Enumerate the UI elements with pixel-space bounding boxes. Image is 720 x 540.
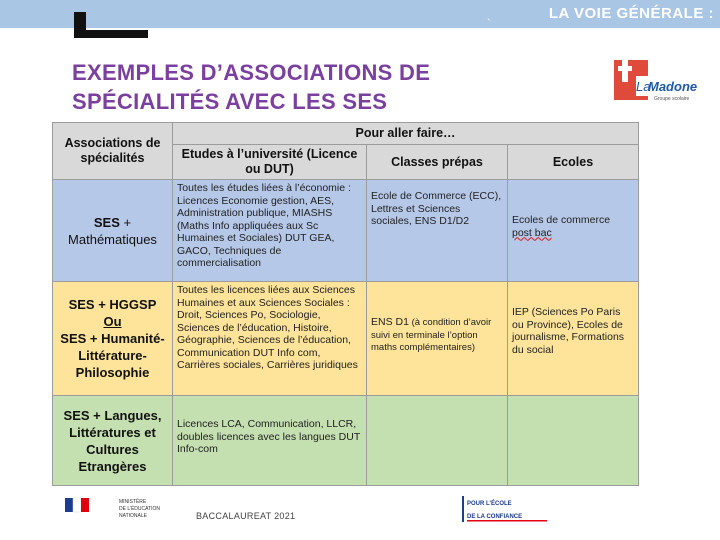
- lead-line-3: SES + Humanité-Littérature-Philosophie: [60, 331, 165, 380]
- cell-ecoles: IEP (Sciences Po Paris ou Province), Ecoles de journalisme, Formations du social: [508, 282, 639, 396]
- cell-prepas: [367, 282, 508, 396]
- col-header-associations: Associations de spécialités: [53, 123, 173, 180]
- table-row: [53, 396, 639, 486]
- cell-ecoles: [508, 180, 639, 282]
- prepas-main: ENS D1: [371, 316, 409, 328]
- lead-line-2: Ou: [103, 314, 122, 329]
- lead-rest: + Mathématiques: [68, 214, 157, 247]
- row-lead: [53, 180, 173, 282]
- logo-name: Madone: [648, 79, 698, 94]
- table-row: [53, 282, 639, 396]
- banner-mark: `: [487, 18, 491, 30]
- ecole-confiance-logo: [462, 496, 552, 524]
- footer-baccalaureat: BACCALAUREAT 2021: [196, 511, 296, 521]
- ecole-line-2: DE LA CONFIANCE: [467, 514, 523, 520]
- cell-university: Toutes les licences liées aux Sciences Humaines et aux Sciences Sociales : Droit, Sciences Po, Sociologie, Sciences de l’éducation, Histoire, Géographie, Sciences de l’éducation, Communication DUT Info com, Carrières sociales, Carrières juridiques: [173, 282, 367, 396]
- row-lead: [53, 282, 173, 396]
- cell-university: Licences LCA, Communication, LLCR, doubles licences avec les langues DUT Info-com: [173, 396, 367, 486]
- slide-title-line-1: EXEMPLES D’ASSOCIATIONS DE: [72, 60, 431, 85]
- lead-bold: SES: [93, 214, 120, 230]
- col-header-prepas: Classes prépas: [367, 145, 508, 180]
- republique-francaise-logo: [63, 494, 163, 528]
- specialities-table: [52, 122, 639, 486]
- lead-line-1: SES + HGGSP: [68, 297, 157, 312]
- prepas-note: (à condition d’avoir suivi en terminale l’option maths complémentaires): [371, 317, 492, 353]
- corner-bracket-logo: [74, 12, 148, 38]
- ecoles-line-a: Ecoles de commerce: [512, 214, 611, 226]
- ecoles-line-b: post bac: [512, 226, 552, 239]
- cell-university: Toutes les études liées à l’économie : Licences Economie gestion, AES, Administration publique, MIASHS (Maths Info appliquées aux Sc Humaines et Sociales) DUT GEA, GACO, Techniques de commercialisation: [173, 180, 367, 282]
- col-header-ecoles: Ecoles: [508, 145, 639, 180]
- ministry-line-1: MINISTÈRE: [119, 499, 147, 505]
- slide-title-line-2: SPÉCIALITÉS AVEC LES SES: [72, 89, 388, 114]
- row-lead: SES + Langues, Littératures et Cultures Etrangères: [53, 396, 173, 486]
- ministry-line-3: NATIONALE: [119, 513, 147, 519]
- col-header-university: Etudes à l’université (Licence ou DUT): [173, 145, 367, 180]
- cell-prepas: Ecole de Commerce (ECC), Lettres et Sciences sociales, ENS D1/D2: [367, 180, 508, 282]
- logo-la: La: [636, 79, 651, 94]
- ecole-line-1: POUR L’ÉCOLE: [467, 501, 512, 507]
- la-madone-logo: [612, 56, 698, 106]
- cell-prepas: [367, 396, 508, 486]
- group-header: Pour aller faire…: [173, 123, 639, 145]
- ministry-line-2: DE L’ÉDUCATION: [119, 506, 161, 512]
- cell-ecoles: [508, 396, 639, 486]
- table-row: [53, 180, 639, 282]
- banner-title: LA VOIE GÉNÉRALE :: [548, 5, 714, 22]
- slide-title: [72, 58, 430, 116]
- logo-sub: Groupe scolaire: [654, 96, 690, 102]
